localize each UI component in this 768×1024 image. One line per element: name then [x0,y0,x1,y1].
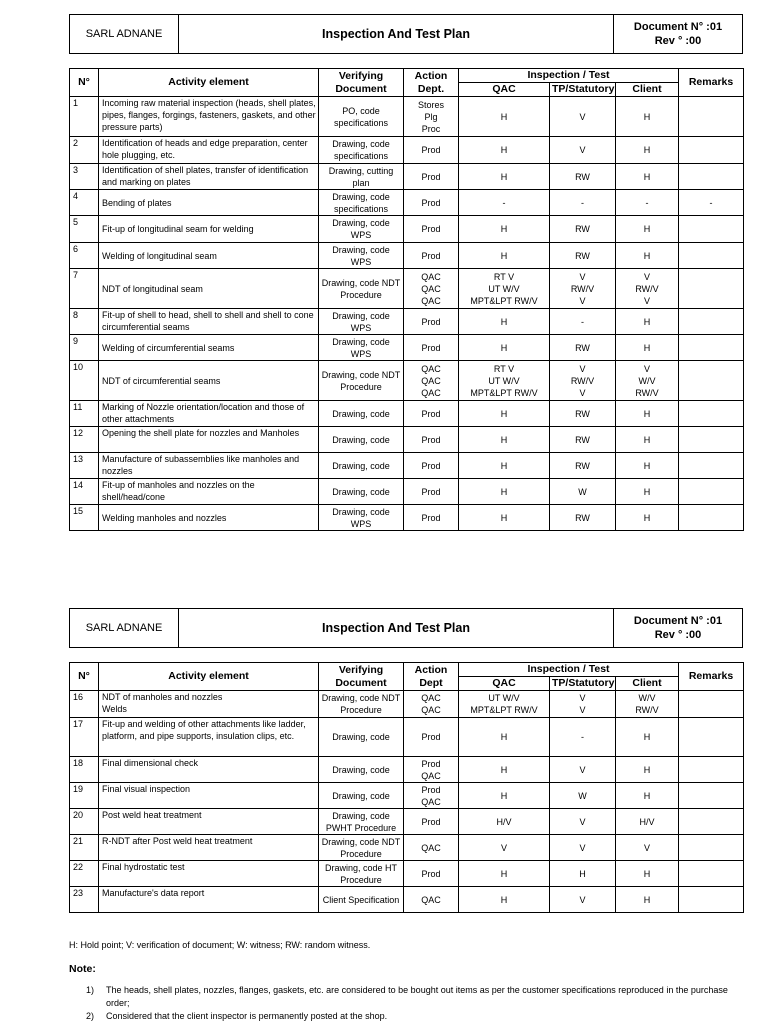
row-number: 1 [70,97,99,137]
client-cell: H [616,783,679,809]
row-number: 20 [70,809,99,835]
qac-cell: RT V UT W/V MPT&LPT RW/V [459,269,550,309]
itp-table-2 [69,662,744,913]
activity-cell: Identification of heads and edge preparation, center hole plugging, etc. [99,137,319,164]
table-row [70,783,744,809]
client-cell: H [616,479,679,505]
remarks-cell [679,401,744,427]
row-number: 8 [70,309,99,335]
qac-cell: H [459,97,550,137]
activity-cell: Fit-up of shell to head, shell to shell and shell to cone circumferential seams [99,309,319,335]
action-dept-cell: QAC QAC QAC [404,361,459,401]
verifying-document-cell: Drawing, code specifications [319,190,404,216]
client-cell: H [616,137,679,164]
activity-cell: Marking of Nozzle orientation/location and those of other attachments [99,401,319,427]
activity-cell: Fit-up of longitudinal seam for welding [99,216,319,243]
client-cell: H [616,216,679,243]
document-title: Inspection And Test Plan [322,621,470,635]
qac-cell: H/V [459,809,550,835]
qac-cell: H [459,783,550,809]
action-dept-cell: Prod [404,216,459,243]
qac-cell: H [459,243,550,269]
remarks-cell [679,479,744,505]
activity-cell: Identification of shell plates, transfer of identification and marking on plates [99,164,319,190]
tp-statutory-cell: V [550,887,616,913]
qac-cell: H [459,861,550,887]
action-dept-cell: Prod QAC [404,757,459,783]
action-dept-cell: QAC [404,835,459,861]
qac-cell: - [459,190,550,216]
tp-statutory-cell: RW [550,243,616,269]
client-cell: H [616,427,679,453]
tp-statutory-cell: V RW/V V [550,361,616,401]
header-tp-statutory: TP/Statutory [550,83,616,97]
qac-cell: H [459,164,550,190]
tp-statutory-cell: - [550,190,616,216]
verifying-document-cell: Drawing, code NDT Procedure [319,361,404,401]
table-row [70,243,744,269]
table-row [70,216,744,243]
activity-cell: NDT of longitudinal seam [99,269,319,309]
action-dept-cell: Prod [404,427,459,453]
client-cell: H [616,861,679,887]
remarks-cell [679,216,744,243]
header-client: Client [616,83,679,97]
legend: H: Hold point; V: verification of document; W: witness; RW: random witness. [69,940,371,950]
action-dept-cell: Stores Plg Proc [404,97,459,137]
table-row [70,269,744,309]
qac-cell: H [459,137,550,164]
remarks-cell [679,887,744,913]
note-item [86,984,746,1010]
document-number-block [613,609,742,647]
row-number: 3 [70,164,99,190]
tp-statutory-cell: RW [550,164,616,190]
verifying-document-cell: Client Specification [319,887,404,913]
header-block-2 [69,608,743,648]
activity-cell: Manufacture of subassemblies like manholes and nozzles [99,453,319,479]
verifying-document-cell: Drawing, code WPS [319,505,404,531]
verifying-document-cell: Drawing, code [319,479,404,505]
document-number-block [613,15,742,53]
header-action-dept: Action Dept. [404,69,459,97]
client-cell: H [616,335,679,361]
client-cell: H [616,505,679,531]
row-number: 16 [70,691,99,718]
activity-cell: Fit-up and welding of other attachments like ladder, platform, and pipe supports, insulation clips, etc. [99,718,319,757]
tp-statutory-cell: - [550,718,616,757]
row-number: 12 [70,427,99,453]
verifying-document-cell: Drawing, code [319,401,404,427]
verifying-document-cell: Drawing, code [319,718,404,757]
client-cell: W/V RW/V [616,691,679,718]
activity-cell: Fit-up of manholes and nozzles on the shell/head/cone [99,479,319,505]
activity-cell: R-NDT after Post weld heat treatment [99,835,319,861]
note-number: 2) [86,1011,95,1021]
action-dept-cell: Prod [404,453,459,479]
row-number: 9 [70,335,99,361]
activity-cell: Incoming raw material inspection (heads, shell plates, pipes, flanges, forgings, fasteners, gaskets, and other pressure parts) [99,97,319,137]
remarks-cell [679,361,744,401]
row-number: 21 [70,835,99,861]
action-dept-cell: Prod QAC [404,783,459,809]
note-text: Considered that the client inspector is permanently posted at the shop. [106,1011,388,1021]
remarks-cell [679,427,744,453]
table-row [70,335,744,361]
qac-cell: RT V UT W/V MPT&LPT RW/V [459,361,550,401]
header-qac: QAC [459,677,550,691]
client-cell: H [616,309,679,335]
verifying-document-cell: Drawing, code PWHT Procedure [319,809,404,835]
remarks-cell [679,164,744,190]
qac-cell: H [459,335,550,361]
tp-statutory-cell: RW [550,216,616,243]
verifying-document-cell: Drawing, code [319,453,404,479]
remarks-cell [679,809,744,835]
remarks-cell [679,97,744,137]
table-row [70,361,744,401]
table-row [70,835,744,861]
company-name: SARL ADNANE [70,609,179,647]
table-row [70,427,744,453]
qac-cell: H [459,216,550,243]
qac-cell: H [459,427,550,453]
header-no: N° [70,69,99,97]
row-number: 22 [70,861,99,887]
client-cell: H/V [616,809,679,835]
row-number: 2 [70,137,99,164]
tp-statutory-cell: RW [550,453,616,479]
action-dept-cell: QAC QAC QAC [404,269,459,309]
table-row [70,718,744,757]
table-row [70,505,744,531]
table-row [70,309,744,335]
row-number: 15 [70,505,99,531]
action-dept-cell: Prod [404,505,459,531]
action-dept-cell: Prod [404,137,459,164]
row-number: 23 [70,887,99,913]
qac-cell: H [459,505,550,531]
activity-cell: Welding manholes and nozzles [99,505,319,531]
remarks-cell [679,783,744,809]
tp-statutory-cell: V V [550,691,616,718]
tp-statutory-cell: V [550,835,616,861]
remarks-cell [679,757,744,783]
tp-statutory-cell: - [550,309,616,335]
note-text: The heads, shell plates, nozzles, flanges, gaskets, etc. are considered to be bought out items as per the customer specifications reproduced in the purchase order; [106,985,728,1008]
activity-cell: Welding of circumferential seams [99,335,319,361]
tp-statutory-cell: RW [550,335,616,361]
verifying-document-cell: Drawing, code specifications [319,137,404,164]
header-client: Client [616,677,679,691]
client-cell: H [616,164,679,190]
table-row [70,757,744,783]
qac-cell: H [459,309,550,335]
action-dept-cell: Prod [404,718,459,757]
row-number: 19 [70,783,99,809]
revision-number: Rev ° :00 [654,629,702,641]
activity-cell: Bending of plates [99,190,319,216]
tp-statutory-cell: W [550,479,616,505]
remarks-cell [679,505,744,531]
note-item [86,1010,746,1023]
action-dept-cell: Prod [404,243,459,269]
remarks-cell [679,137,744,164]
tp-statutory-cell: W [550,783,616,809]
table-row [70,97,744,137]
table-row [70,137,744,164]
row-number: 18 [70,757,99,783]
activity-cell: Post weld heat treatment [99,809,319,835]
activity-cell: Welding of longitudinal seam [99,243,319,269]
table-row [70,190,744,216]
tp-statutory-cell: RW [550,505,616,531]
remarks-cell [679,453,744,479]
header-qac: QAC [459,83,550,97]
remarks-cell [679,335,744,361]
tp-statutory-cell: V [550,97,616,137]
qac-cell: H [459,453,550,479]
notes-list [86,984,746,1023]
client-cell: H [616,453,679,479]
table-row [70,479,744,505]
verifying-document-cell: Drawing, code NDT Procedure [319,691,404,718]
header-block-1 [69,14,743,54]
client-cell: H [616,401,679,427]
table-row [70,401,744,427]
header-inspection-test: Inspection / Test [459,663,679,677]
action-dept-cell: QAC QAC [404,691,459,718]
header-verifying-document: Verifying Document [319,663,404,691]
verifying-document-cell: Drawing, code WPS [319,243,404,269]
tp-statutory-cell: H [550,861,616,887]
verifying-document-cell: Drawing, code WPS [319,309,404,335]
activity-cell: Final visual inspection [99,783,319,809]
table-row [70,691,744,718]
header-no: N° [70,663,99,691]
header-activity: Activity element [99,663,319,691]
row-number: 14 [70,479,99,505]
document-number: Document N° :01 [633,21,723,33]
tp-statutory-cell: V RW/V V [550,269,616,309]
row-number: 6 [70,243,99,269]
row-number: 17 [70,718,99,757]
action-dept-cell: Prod [404,401,459,427]
action-dept-cell: Prod [404,861,459,887]
client-cell: H [616,887,679,913]
action-dept-cell: Prod [404,809,459,835]
verifying-document-cell: Drawing, code [319,783,404,809]
row-number: 13 [70,453,99,479]
table-row [70,861,744,887]
verifying-document-cell: Drawing, code HT Procedure [319,861,404,887]
action-dept-cell: Prod [404,309,459,335]
verifying-document-cell: Drawing, code [319,757,404,783]
activity-cell: NDT of circumferential seams [99,361,319,401]
verifying-document-cell: Drawing, code NDT Procedure [319,269,404,309]
client-cell: V RW/V V [616,269,679,309]
remarks-cell: - [679,190,744,216]
qac-cell: H [459,887,550,913]
document-title: Inspection And Test Plan [322,27,470,41]
action-dept-cell: Prod [404,190,459,216]
row-number: 7 [70,269,99,309]
client-cell: H [616,243,679,269]
client-cell: H [616,718,679,757]
activity-cell: Opening the shell plate for nozzles and Manholes [99,427,319,453]
qac-cell: H [459,718,550,757]
header-verifying-document: Verifying Document [319,69,404,97]
client-cell: V [616,835,679,861]
row-number: 5 [70,216,99,243]
tp-statutory-cell: RW [550,401,616,427]
table-row [70,887,744,913]
remarks-cell [679,835,744,861]
tp-statutory-cell: V [550,137,616,164]
verifying-document-cell: Drawing, cutting plan [319,164,404,190]
verifying-document-cell: Drawing, code NDT Procedure [319,835,404,861]
qac-cell: UT W/V MPT&LPT RW/V [459,691,550,718]
qac-cell: H [459,479,550,505]
activity-cell: NDT of manholes and nozzles Welds [99,691,319,718]
remarks-cell [679,309,744,335]
client-cell: H [616,97,679,137]
qac-cell: H [459,757,550,783]
remarks-cell [679,861,744,887]
revision-number: Rev ° :00 [654,35,702,47]
row-number: 11 [70,401,99,427]
row-number: 4 [70,190,99,216]
remarks-cell [679,269,744,309]
note-heading: Note: [69,963,96,975]
action-dept-cell: Prod [404,335,459,361]
company-name: SARL ADNANE [70,15,179,53]
tp-statutory-cell: V [550,809,616,835]
header-tp-statutory: TP/Statutory [550,677,616,691]
activity-cell: Final dimensional check [99,757,319,783]
activity-cell: Final hydrostatic test [99,861,319,887]
tp-statutory-cell: V [550,757,616,783]
client-cell: V W/V RW/V [616,361,679,401]
table-row [70,164,744,190]
verifying-document-cell: Drawing, code [319,427,404,453]
remarks-cell [679,243,744,269]
action-dept-cell: QAC [404,887,459,913]
tp-statutory-cell: RW [550,427,616,453]
action-dept-cell: Prod [404,164,459,190]
table-row [70,453,744,479]
row-number: 10 [70,361,99,401]
verifying-document-cell: Drawing, code WPS [319,335,404,361]
client-cell: H [616,757,679,783]
note-number: 1) [86,985,95,995]
header-remarks: Remarks [679,69,744,97]
qac-cell: V [459,835,550,861]
activity-cell: Manufacture's data report [99,887,319,913]
header-action-dept: Action Dept [404,663,459,691]
action-dept-cell: Prod [404,479,459,505]
table-row [70,809,744,835]
header-remarks: Remarks [679,663,744,691]
verifying-document-cell: Drawing, code WPS [319,216,404,243]
remarks-cell [679,718,744,757]
verifying-document-cell: PO, code specifications [319,97,404,137]
header-activity: Activity element [99,69,319,97]
document-number: Document N° :01 [633,615,723,627]
itp-table-1 [69,68,744,531]
qac-cell: H [459,401,550,427]
header-inspection-test: Inspection / Test [459,69,679,83]
remarks-cell [679,691,744,718]
client-cell: - [616,190,679,216]
